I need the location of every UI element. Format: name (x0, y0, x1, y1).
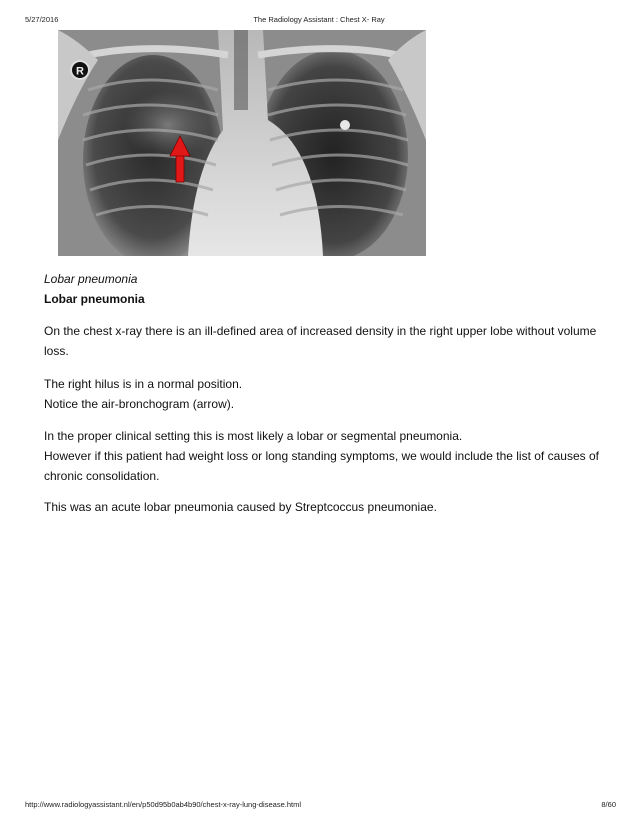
section-heading: Lobar pneumonia (44, 292, 145, 306)
paragraph-clinical (44, 426, 604, 486)
chest-xray-image (58, 30, 426, 256)
footer-url: http://www.radiologyassistant.nl/en/p50d95b0ab4b90/chest-x-ray-lung-disease.html (25, 800, 301, 809)
paragraph-line: However if this patient had weight loss or long standing symptoms, we would include the list of causes of chronic consolidation. (44, 449, 599, 483)
page-number: 8/60 (601, 800, 616, 809)
paragraph-conclusion (44, 497, 604, 517)
header-title: The Radiology Assistant : Chest X- Ray (253, 15, 385, 24)
paragraph-line: The right hilus is in a normal position. (44, 377, 243, 391)
paragraph-findings (44, 321, 604, 361)
side-marker-label: R (76, 65, 84, 78)
header-date: 5/27/2016 (25, 15, 59, 24)
paragraph-text: This was an acute lobar pneumonia caused by Streptcoccus pneumoniae. (44, 500, 437, 514)
paragraph-text: On the chest x-ray there is an ill-defined area of increased density in the right upper lobe without volume loss. (44, 324, 597, 358)
figure-caption-italic: Lobar pneumonia (44, 272, 138, 286)
paragraph-hilus (44, 374, 604, 414)
paragraph-line: In the proper clinical setting this is most likely a lobar or segmental pneumonia. (44, 429, 463, 443)
paragraph-line: Notice the air-bronchogram (arrow). (44, 397, 235, 411)
